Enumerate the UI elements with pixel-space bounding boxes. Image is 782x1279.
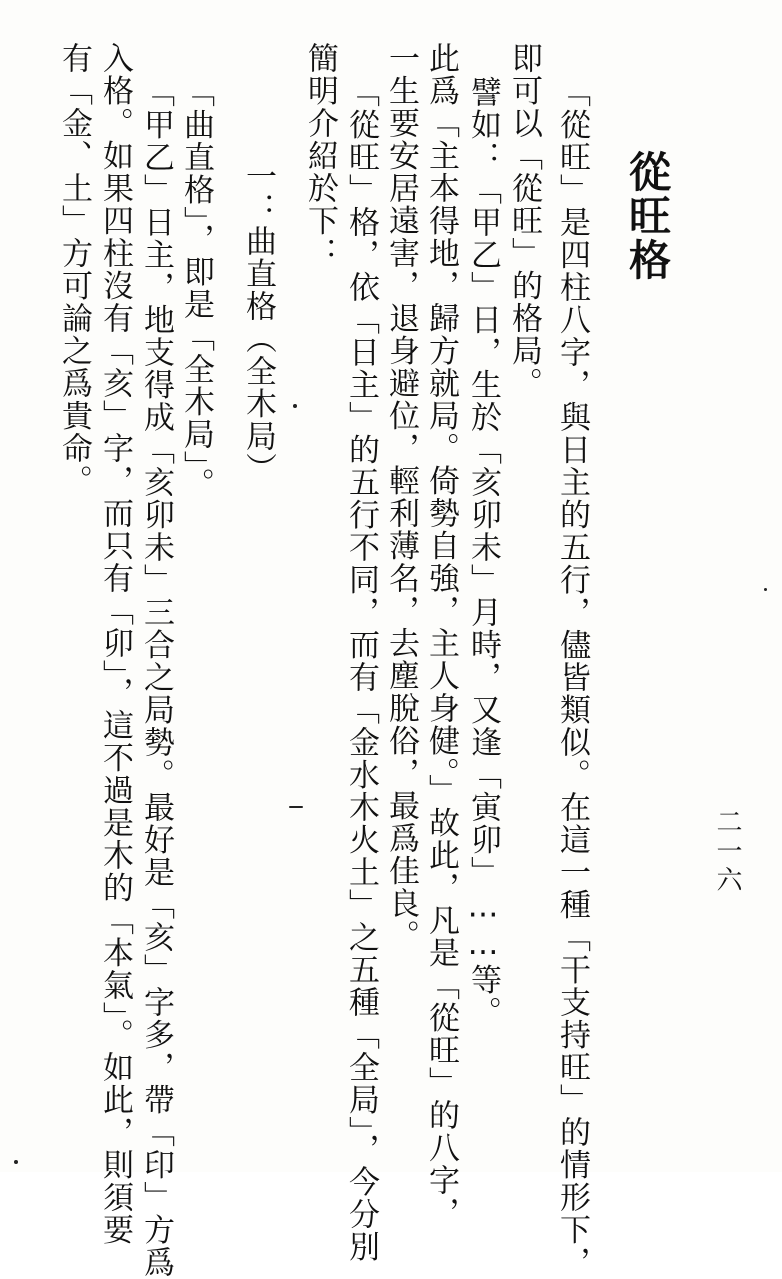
body-line-10: 「甲乙」日主，地支得成「亥卯未」三合之局勢。最好是「亥」字多，帶「印」方爲 (138, 76, 174, 1279)
body-line-12: 有「金、土」方可論之爲貴命。 (56, 42, 92, 497)
body-line-1: 「從旺」是四柱八字，與日主的五行，儘皆類似。在這一種「干支持旺」的情形下， (554, 76, 590, 1279)
section-heading: 一：曲直格（全木局） (240, 160, 276, 485)
body-line-2: 即可以「從旺」的格局。 (506, 42, 542, 400)
ink-speck (289, 806, 303, 808)
page-title: 從旺格 (623, 150, 672, 282)
body-line-5: 一生要安居遠害，退身避位，輕利薄名，去塵脫俗，最爲佳良。 (383, 42, 419, 952)
ink-speck (293, 404, 297, 408)
body-line-3: 譬如：「甲乙」日，生於「亥卯未」月時，又逢「寅卯」……等。 (465, 76, 501, 1029)
body-line-6: 「從旺」格，依「日主」的五行不同，而有「金水木火土」之五種「全局」，今分別 (343, 76, 379, 1263)
body-line-7: 簡明介紹於下： (302, 42, 338, 270)
body-line-4: 此爲「主本得地，歸方就局。倚勢自強，主人身健。」故此，凡是「從旺」的八字， (423, 42, 459, 1229)
ink-speck (14, 1160, 18, 1164)
ink-speck (764, 588, 767, 591)
body-line-9: 「曲直格」，即是「全木局」。 (178, 76, 214, 500)
body-line-11: 入格。如果四柱沒有「亥」字，而只有「卯」，這不過是木的「本氣」。如此，則須要 (97, 42, 133, 1246)
page-number: 二一六 (712, 808, 742, 895)
